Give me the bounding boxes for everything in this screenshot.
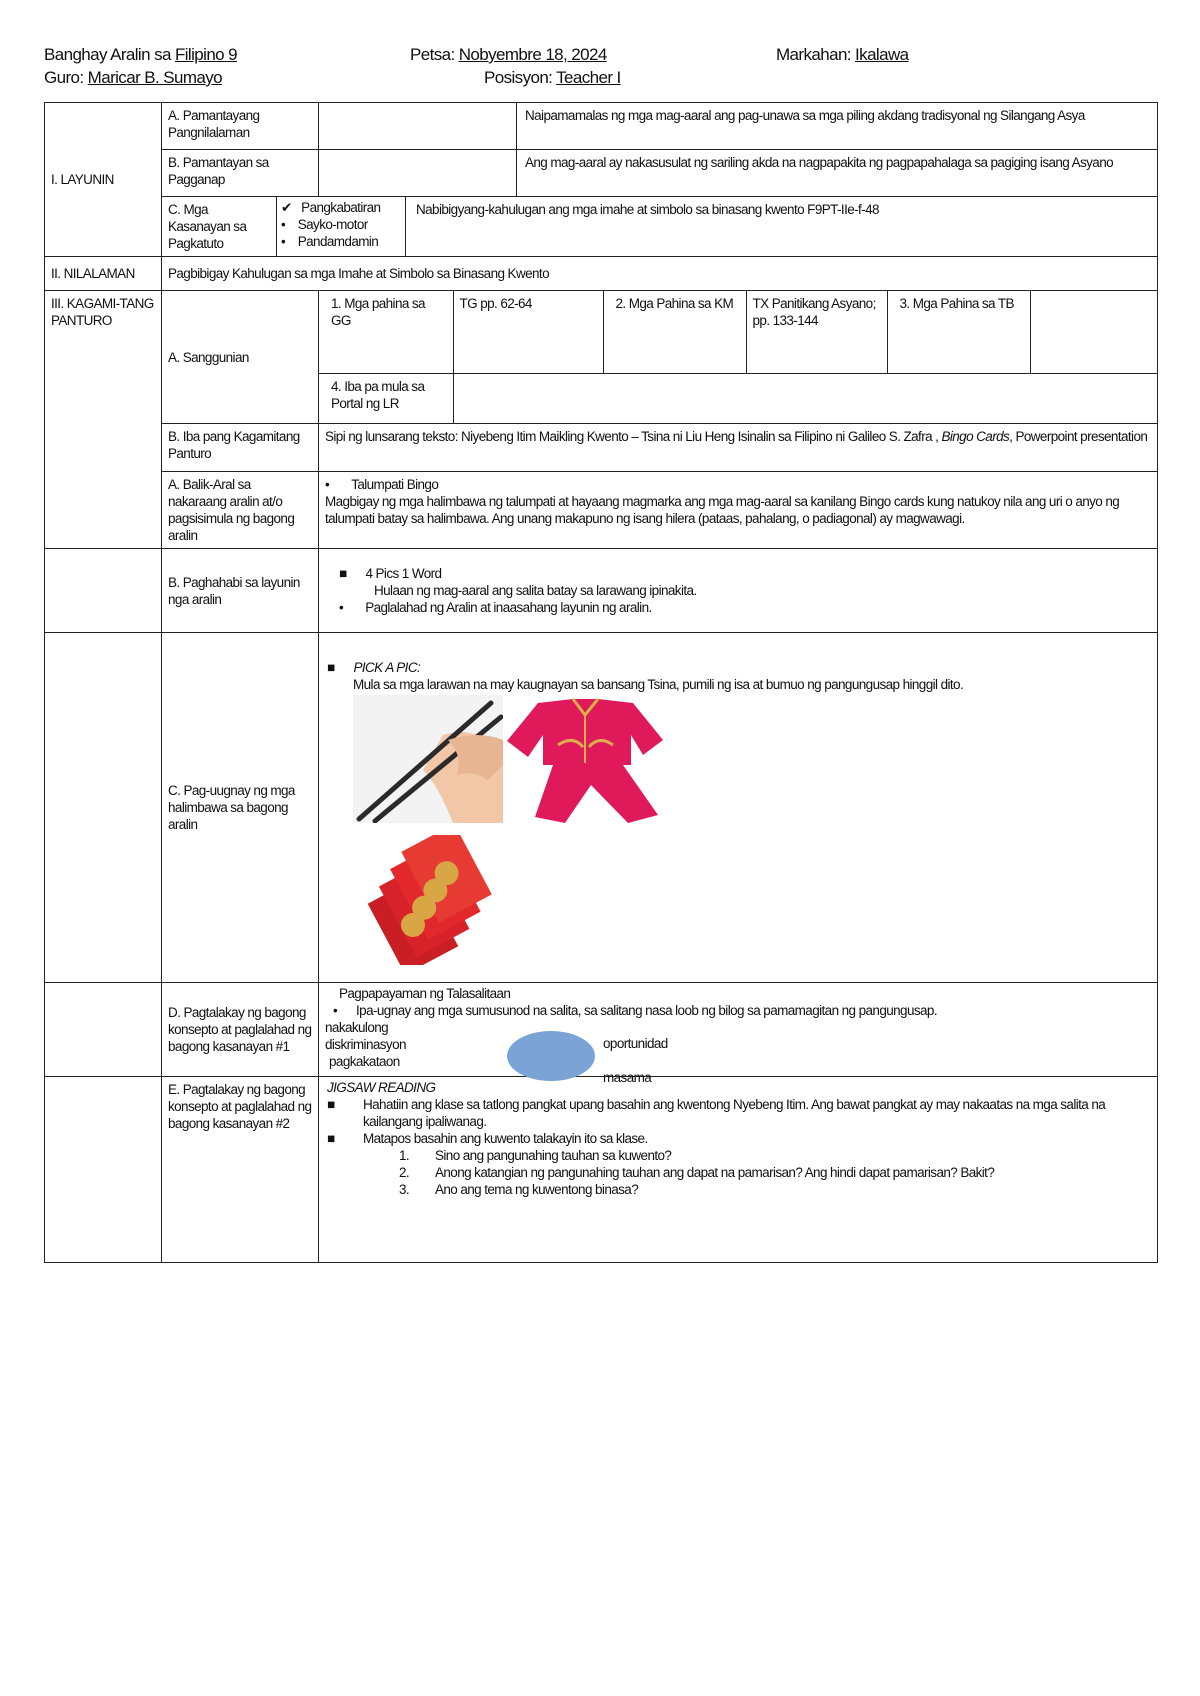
layunin-c-cell bbox=[162, 197, 1158, 257]
section-layunin: I. LAYUNIN bbox=[45, 103, 162, 257]
red-envelopes-image bbox=[353, 835, 503, 965]
domain-item: • Sayko-motor bbox=[281, 217, 368, 232]
jigsaw-title: JIGSAW READING bbox=[327, 1080, 436, 1095]
sanggunian-label: A. Sanggunian bbox=[162, 291, 319, 424]
section-spacer bbox=[45, 633, 162, 983]
four-pics-text: Hulaan ng mag-aaral ang salita batay sa larawang ipinakita. bbox=[374, 583, 697, 598]
question-item: 1. Sino ang pangunahing tauhan sa kuwento? bbox=[399, 1148, 672, 1163]
pagtalakay-1-content bbox=[319, 983, 1158, 1085]
red-garment-image bbox=[503, 695, 668, 825]
word-masama: masama bbox=[603, 1070, 652, 1085]
quarter-value: Ikalawa bbox=[855, 45, 909, 64]
km-label: 2. Mga Pahina sa KM bbox=[603, 291, 746, 373]
position-label: Posisyon: bbox=[484, 68, 553, 87]
pick-a-pic-text: Mula sa mga larawan na may kaugnayan sa bansang Tsina, pumili ng isa at bumuo ng pangungusap hinggil dito. bbox=[353, 677, 964, 692]
layunin-b-text: Ang mag-aaral ay nakasusulat ng sariling akda na nagpapakita ng pagpapahalaga sa pagiging isang Asyano bbox=[525, 155, 1114, 170]
tb-label: 3. Mga Pahina sa TB bbox=[887, 291, 1030, 373]
lesson-plan-table bbox=[44, 102, 1158, 1263]
teacher-label: Guro: bbox=[44, 68, 84, 87]
gg-label: 1. Mga pahina sa GG bbox=[319, 291, 453, 373]
layunin-a-text: Naipamamalas ng mga mag-aaral ang pag-unawa sa mga piling akdang tradisyonal ng Silangang Asya bbox=[525, 108, 1085, 123]
layunin-c-domains bbox=[277, 197, 406, 256]
header-subject bbox=[44, 45, 237, 65]
subject-label: Banghay Aralin sa bbox=[44, 45, 171, 64]
talasalitaan-bullet: • Ipa-ugnay ang mga sumusunod na salita, sa salitang nasa loob ng bilog sa pamamagitan ng pangungusap. bbox=[333, 1003, 937, 1018]
section-nilalaman: II. NILALAMAN bbox=[45, 257, 162, 291]
pagtalakay-1-label: D. Pagtalakay ng bagong konsepto at paglalahad ng bagong kasanayan #1 bbox=[162, 983, 319, 1077]
bingo-bullet: • Talumpati Bingo bbox=[325, 477, 439, 492]
layunin-b-label: B. Pamantayan sa Pagganap bbox=[162, 150, 319, 197]
gg-value: TG pp. 62-64 bbox=[453, 291, 603, 373]
km-value: TX Panitikang Asyano; pp. 133-144 bbox=[746, 291, 887, 373]
jigsaw-bullet-2: ■ Matapos basahin ang kuwento talakayin ito sa klase. bbox=[327, 1131, 648, 1146]
pag-uugnay-content bbox=[319, 633, 1158, 983]
section-kagamitan: III. KAGAMI-TANG PANTURO bbox=[45, 291, 162, 549]
lr-value bbox=[453, 373, 1157, 423]
section-spacer bbox=[45, 549, 162, 633]
word-oportunidad: oportunidad bbox=[603, 1036, 668, 1051]
subject-value: Filipino 9 bbox=[174, 45, 238, 64]
pagtalakay-2-label: E. Pagtalakay ng bagong konsepto at paglalahad ng bagong kasanayan #2 bbox=[162, 1077, 319, 1263]
header-position bbox=[484, 68, 621, 88]
header-quarter bbox=[776, 45, 909, 65]
word-diskriminasyon: diskriminasyon bbox=[325, 1037, 406, 1052]
word-pagkakataon: pagkakataon bbox=[329, 1054, 400, 1069]
lr-label: 4. Iba pa mula sa Portal ng LR bbox=[319, 373, 453, 423]
jigsaw-bullet-1: ■ Hahatiin ang klase sa tatlong pangkat upang basahin ang kwentong Nyebeng Itim. Ang bawat pangkat ay may nakaatas na mga salita na kailangang ipaliwanag. bbox=[327, 1097, 1106, 1129]
paglalahad-bullet: • Paglalahad ng Aralin at inaasahang layunin ng aralin. bbox=[339, 600, 652, 615]
bingo-text: Magbigay ng mga halimbawa ng talumpati at hayaang magmarka ang mga mag-aaral sa kanilang Bingo cards kung natukoy nila ang uri o anyo ng talumpati batay sa halimbawa. Ang unang makapuno ng isang hilera (pataas, pahalang, o padiagonal) ay magwawagi. bbox=[325, 494, 1120, 526]
talasalitaan-title: Pagpapayaman ng Talasalitaan bbox=[339, 986, 511, 1001]
word-circle bbox=[507, 1031, 595, 1081]
chopsticks-image bbox=[353, 695, 503, 823]
layunin-c-label: C. Mga Kasanayan sa Pagkatuto bbox=[162, 197, 277, 256]
domain-item: • Pandamdamin bbox=[281, 234, 379, 249]
position-value: Teacher I bbox=[556, 68, 621, 87]
pag-uugnay-label: C. Pag-uugnay ng mga halimbawa sa bagong aralin bbox=[162, 633, 319, 983]
tb-value bbox=[1030, 291, 1157, 373]
quarter-label: Markahan: bbox=[776, 45, 851, 64]
four-pics-bullet: ■ 4 Pics 1 Word bbox=[339, 566, 442, 581]
iba-pang-kagamitan-text: Sipi ng lunsarang teksto: Niyebeng Itim Maikling Kwento – Tsina ni Liu Heng Isinalin sa Filipino ni Galileo S. Zafra , Bingo Cards, Powerpoint presentation bbox=[319, 424, 1158, 472]
pick-a-pic-bullet: ■ PICK A PIC: bbox=[327, 660, 421, 675]
nilalaman-text: Pagbibigay Kahulugan sa mga Imahe at Simbolo sa Binasang Kwento bbox=[162, 257, 1158, 291]
header-teacher bbox=[44, 68, 222, 88]
header-date bbox=[410, 45, 607, 65]
balik-aral-label: A. Balik-Aral sa nakaraang aralin at/o pagsisimula ng bagong aralin bbox=[162, 472, 319, 549]
pictures-area bbox=[353, 695, 1151, 957]
domain-item: ✔ Pangkabatiran bbox=[281, 200, 381, 215]
layunin-a-label: A. Pamantayang Pangnilalaman bbox=[162, 103, 319, 150]
question-item: 3. Ano ang tema ng kuwentong binasa? bbox=[399, 1182, 639, 1197]
layunin-b-cell bbox=[319, 150, 1158, 197]
section-spacer bbox=[45, 1077, 162, 1263]
sanggunian-cell bbox=[319, 291, 1158, 424]
teacher-value: Maricar B. Sumayo bbox=[87, 68, 222, 87]
layunin-c-text: Nabibigyang-kahulugan ang mga imahe at simbolo sa binasang kwento F9PT-IIe-f-48 bbox=[416, 202, 879, 217]
layunin-a-cell bbox=[319, 103, 1158, 150]
section-spacer bbox=[45, 983, 162, 1077]
word-nakakulong: nakakulong bbox=[325, 1020, 389, 1035]
paghahabi-content bbox=[319, 549, 1158, 633]
date-value: Nobyembre 18, 2024 bbox=[458, 45, 607, 64]
iba-pang-kagamitan-label: B. Iba pang Kagamitang Panturo bbox=[162, 424, 319, 472]
balik-aral-content bbox=[319, 472, 1158, 549]
question-list bbox=[327, 1147, 1151, 1198]
pagtalakay-2-content bbox=[319, 1077, 1158, 1263]
question-item: 2. Anong katangian ng pangunahing tauhan ang dapat na pamarisan? Ang hindi dapat pamarisan? Bakit? bbox=[399, 1165, 995, 1180]
paghahabi-label: B. Paghahabi sa layunin nga aralin bbox=[162, 549, 319, 633]
date-label: Petsa: bbox=[410, 45, 455, 64]
